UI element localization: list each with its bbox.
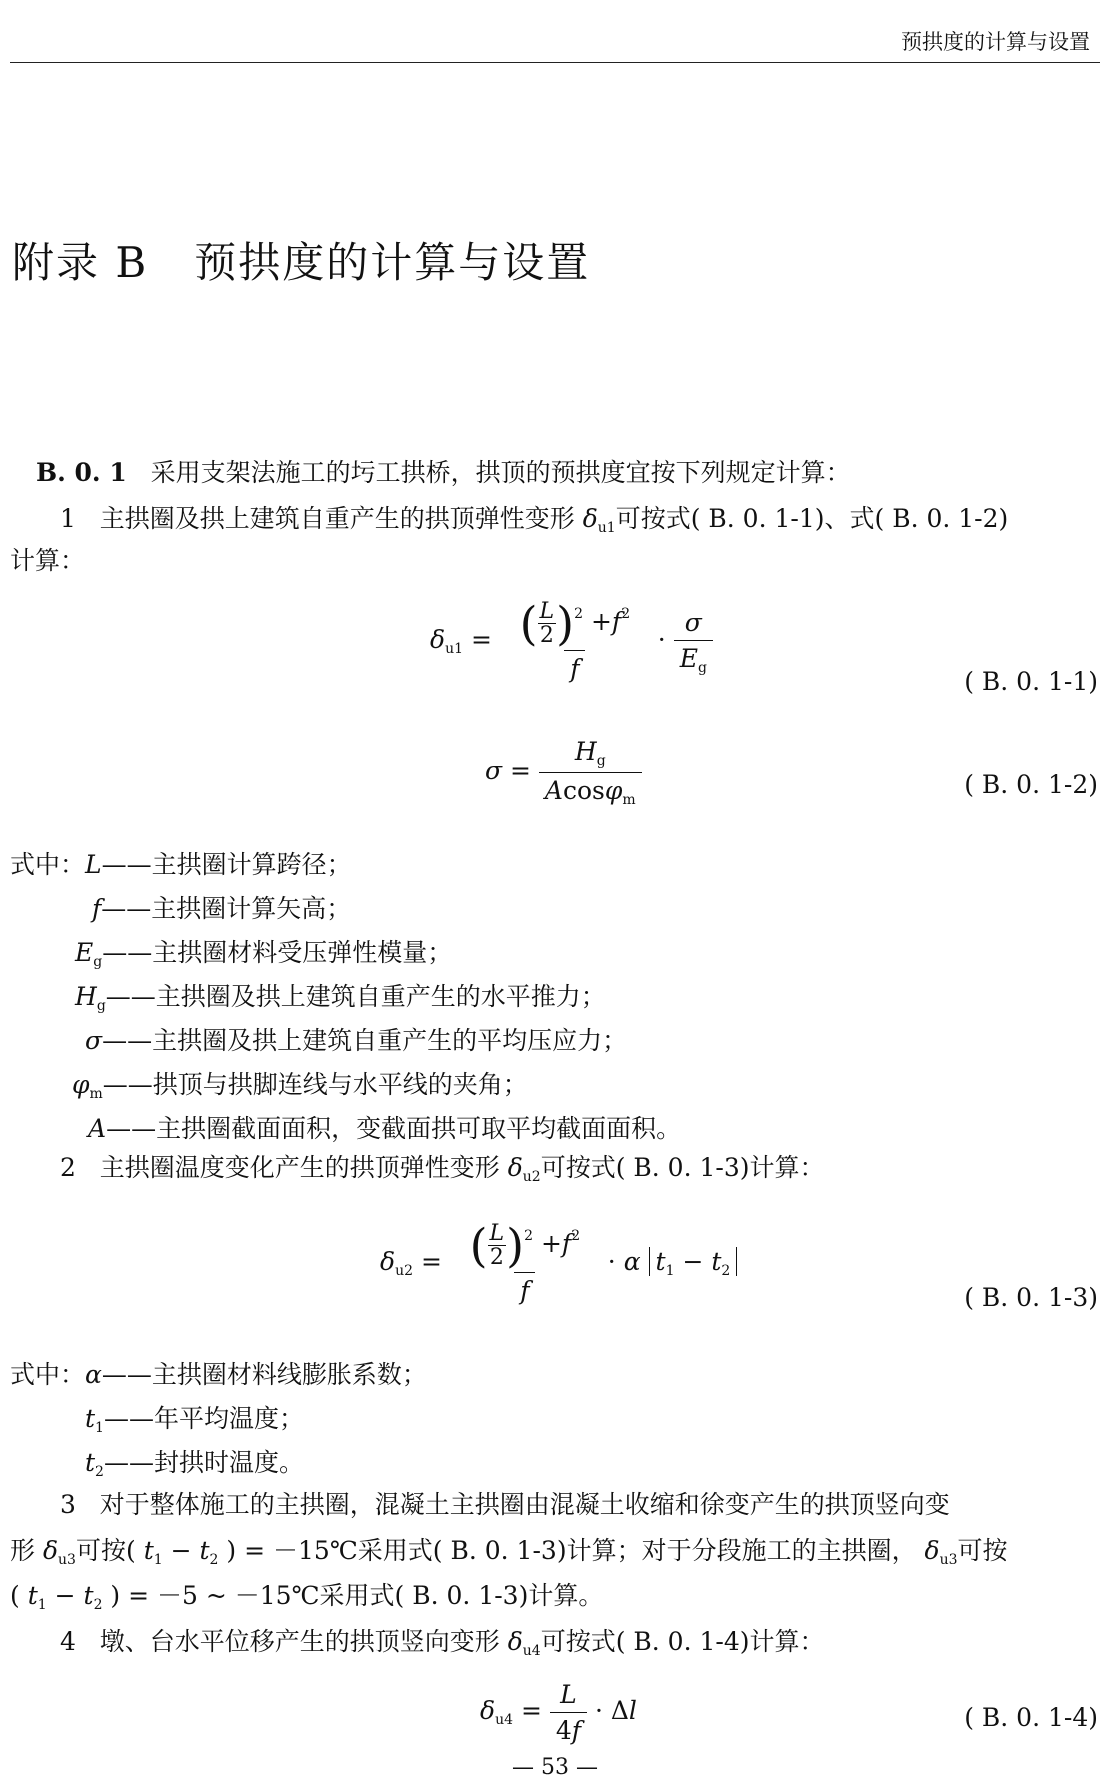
def-symbol: f: [92, 894, 102, 923]
clause-text: 采用支架法施工的圬工拱桥，拱顶的预拱度宜按下列规定计算：: [150, 458, 851, 487]
definition-row: [88, 1109, 681, 1145]
page-number: — 53 —: [512, 1755, 598, 1780]
item-2-number: 2: [60, 1153, 76, 1182]
def-symbol: α: [85, 1360, 102, 1389]
delta-sub-u1: u1: [597, 520, 616, 536]
item-1-text-b: 可按式( B. 0. 1-1)、式( B. 0. 1-2): [615, 504, 1009, 533]
item-1-line-2: 计算：: [10, 546, 86, 575]
definition-row: [85, 1399, 304, 1436]
definition-row: [10, 845, 352, 881]
def-text: ——封拱时温度。: [103, 1448, 304, 1477]
def-text: ——主拱圈材料线膨胀系数；: [101, 1360, 427, 1389]
chapter-label: 附录 B: [12, 238, 149, 287]
def-text: ——主拱圈及拱上建筑自重产生的水平推力；: [105, 982, 606, 1011]
equation-b-0-1-3: $\delta_{u2}$ = ( $\frac{L}{2}$ )$^2 +f^2$ f · α $t_1 - t_2$: [380, 1222, 737, 1305]
def-text: ——主拱圈计算矢高；: [101, 894, 352, 923]
def-symbol: H: [75, 982, 97, 1011]
item-3-line-3: ( $t_1 - t_2$ ) = －5 ~ －15℃采用式( B. 0. 1-3)计算。: [10, 1581, 604, 1613]
eq-number-b-0-1-3: ( B. 0. 1-3): [964, 1283, 1098, 1312]
delta-symbol: δ: [507, 1627, 523, 1656]
definitions-intro: 式中：: [10, 1360, 86, 1389]
def-sub: g: [96, 998, 106, 1014]
def-text: ——主拱圈材料受压弹性模量；: [102, 938, 453, 967]
eq-number-b-0-1-2: ( B. 0. 1-2): [964, 770, 1098, 799]
item-3-text: 形: [10, 1536, 36, 1565]
def-symbol: t: [85, 1448, 96, 1477]
def-text: ——主拱圈计算跨径；: [101, 850, 352, 879]
def-symbol: A: [88, 1114, 107, 1143]
definition-row: [85, 1443, 304, 1480]
definition-row: [85, 1021, 627, 1057]
item-3-text: 可按: [957, 1536, 1008, 1565]
delta-symbol: δ: [507, 1153, 523, 1182]
def-symbol: φ: [72, 1070, 90, 1099]
delta-symbol: δ: [582, 504, 598, 533]
definition-row: [72, 1065, 528, 1102]
def-sub: 1: [95, 1420, 104, 1436]
def-text: ——主拱圈及拱上建筑自重产生的平均压应力；: [102, 1026, 628, 1055]
definition-row: [75, 977, 606, 1014]
eq-number-b-0-1-4: ( B. 0. 1-4): [964, 1703, 1098, 1732]
running-head: 预拱度的计算与设置: [901, 30, 1090, 54]
def-symbol: L: [85, 850, 102, 879]
definitions-intro: 式中：: [10, 850, 86, 879]
item-4-text-a: 墩、台水平位移产生的拱顶竖向变形: [99, 1627, 500, 1656]
def-symbol: E: [75, 938, 94, 967]
clause-number: B. 0. 1: [36, 458, 127, 487]
def-text: ——年平均温度；: [103, 1404, 304, 1433]
item-4-line: [60, 1629, 825, 1658]
equation-b-0-1-1: $\delta_{u1}$ = ( $\frac{L}{2}$ )$^2 +f^2$ f · $\frac{\sigma}{E_g}$: [430, 600, 713, 683]
def-sub: 2: [95, 1464, 104, 1480]
item-3-line-1: [60, 1492, 950, 1517]
def-sub: m: [89, 1086, 103, 1102]
def-symbol: t: [85, 1404, 96, 1433]
item-4-number: 4: [60, 1627, 76, 1656]
item-1-number: 1: [60, 504, 76, 533]
definition-row: [92, 889, 351, 925]
item-3-text: = －15℃采用式( B. 0. 1-3)计算；对于分段施工的主拱圈，: [244, 1536, 917, 1565]
item-1-line-1: [60, 506, 1008, 535]
item-3-text: 可按: [75, 1536, 126, 1565]
delta-sub-u2: u2: [522, 1169, 541, 1185]
header-rule: [10, 62, 1100, 63]
delta-sub-u4: u4: [522, 1643, 541, 1659]
def-symbol: σ: [85, 1026, 103, 1055]
item-2-text-b: 可按式( B. 0. 1-3)计算：: [540, 1153, 825, 1182]
delta-symbol: δ: [42, 1536, 59, 1565]
item-3-text: = －5 ~ －15℃采用式( B. 0. 1-3)计算。: [128, 1581, 604, 1610]
item-2-line: [60, 1155, 825, 1184]
def-sub: g: [93, 954, 103, 970]
delta-sub-u3: u3: [58, 1552, 76, 1568]
eq-number-b-0-1-1: ( B. 0. 1-1): [964, 667, 1098, 696]
definition-row: [10, 1355, 427, 1391]
item-3-number: 3: [60, 1490, 76, 1519]
item-3-line-2: 形 $\delta_{u3}$可按( $t_1 - t_2$ ) = －15℃采用式( B. 0. 1-3)计算；对于分段施工的主拱圈， $\delta_{u3}$可按: [10, 1536, 1008, 1568]
definition-row: [75, 933, 452, 970]
chapter-title-text: 预拱度的计算与设置: [194, 238, 591, 287]
clause-b-0-1: [36, 460, 851, 485]
item-3-line-1-text: 对于整体施工的主拱圈，混凝土主拱圈由混凝土收缩和徐变产生的拱顶竖向变: [99, 1490, 950, 1519]
item-4-text-b: 可按式( B. 0. 1-4)计算：: [540, 1627, 825, 1656]
delta-symbol: δ: [924, 1536, 940, 1565]
delta-sub-u3: u3: [939, 1552, 958, 1568]
def-text: ——拱顶与拱脚连线与水平线的夹角；: [102, 1070, 528, 1099]
chapter-title: [12, 230, 590, 290]
def-text: ——主拱圈截面面积，变截面拱可取平均截面面积。: [106, 1114, 682, 1143]
item-1-text-a: 主拱圈及拱上建筑自重产生的拱顶弹性变形: [99, 504, 575, 533]
equation-b-0-1-2: σ = $\frac{H_g}{Acos\varphi_m}$: [485, 737, 642, 808]
item-2-text-a: 主拱圈温度变化产生的拱顶弹性变形: [99, 1153, 500, 1182]
equation-b-0-1-4: $\delta_{u4}$ = $\frac{L}{4f}$ · Δl: [480, 1680, 637, 1745]
